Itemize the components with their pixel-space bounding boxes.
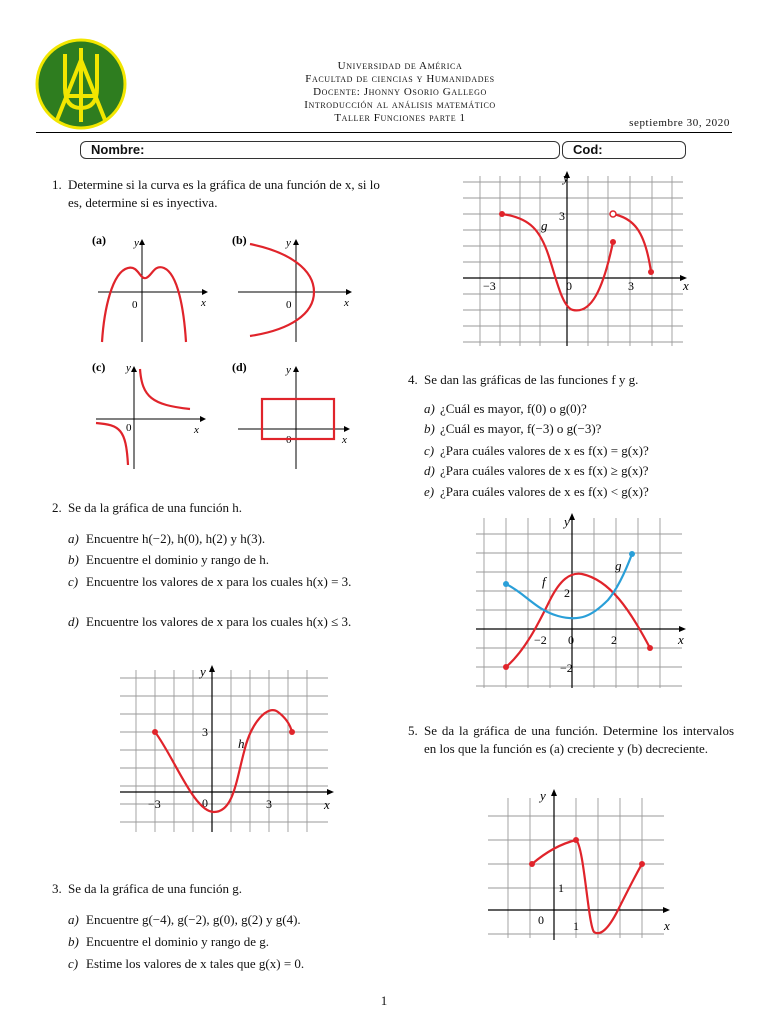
tick-2-x-fg: 2 <box>611 633 617 647</box>
origin-h: 0 <box>202 796 208 810</box>
p4-item-a-letter: a) <box>424 401 435 416</box>
graph-1d <box>230 357 355 472</box>
label-h: h <box>238 736 245 751</box>
name-label: Nombre: <box>91 142 145 157</box>
origin-1a: 0 <box>132 299 138 311</box>
code-field[interactable] <box>562 141 686 159</box>
p4-item-e-letter: e) <box>424 484 435 499</box>
graph-g <box>455 168 695 348</box>
p4-item-b-letter: b) <box>424 421 435 436</box>
problem-3-text: Se da la gráfica de una función g. <box>68 881 242 896</box>
axis-x-fg: x <box>678 632 684 647</box>
axis-y-fg: y <box>564 514 570 529</box>
code-label: Cod: <box>573 142 603 157</box>
panel-d-label: (d) <box>232 360 247 374</box>
p3-item-b-letter: b) <box>68 934 79 949</box>
p4-item-c: ¿Para cuáles valores de x es f(x) = g(x)? <box>440 443 649 458</box>
university-logo <box>35 38 127 130</box>
p3-item-a-letter: a) <box>68 912 79 927</box>
axis-y-h: y <box>200 664 206 679</box>
tick-m2-x-fg: −2 <box>534 633 547 647</box>
p4-item-e: ¿Para cuáles valores de x es f(x) < g(x)? <box>440 484 649 499</box>
problem-1-number: 1. <box>52 177 62 192</box>
p2-item-b-letter: b) <box>68 552 79 567</box>
tick-1-x-5: 1 <box>573 919 579 933</box>
tick-m3-g: −3 <box>483 279 496 293</box>
p2-item-c-letter: c) <box>68 574 79 589</box>
p2-item-c: Encuentre los valores de x para los cuales h(x) = 3. <box>86 574 352 589</box>
tick-1-y-5: 1 <box>558 881 564 895</box>
graph-1a <box>90 230 210 345</box>
graph-f-g <box>470 510 695 690</box>
axis-y-1d: y <box>286 364 291 376</box>
p4-item-d: ¿Para cuáles valores de x es f(x) ≥ g(x)? <box>440 463 649 478</box>
date: septiembre 30, 2020 <box>629 117 730 129</box>
p2-item-b: Encuentre el dominio y rango de h. <box>86 552 270 567</box>
p4-item-a: ¿Cuál es mayor, f(0) o g(0)? <box>440 401 587 416</box>
tick-3-y-h: 3 <box>202 725 208 739</box>
origin-fg: 0 <box>568 633 574 647</box>
axis-x-g: x <box>683 278 689 293</box>
axis-x-1b: x <box>344 297 349 309</box>
university-name: Universidad de América <box>337 60 463 72</box>
tick-m2-y-fg: −2 <box>560 661 573 675</box>
p4-item-c-letter: c) <box>424 443 435 458</box>
problem-2-text: Se da la gráfica de una función h. <box>68 500 242 515</box>
p4-item-d-letter: d) <box>424 463 435 478</box>
course-name: Introducción al análisis matemático <box>304 99 496 111</box>
p2-item-a-letter: a) <box>68 531 79 546</box>
header-rule <box>36 132 732 133</box>
origin-1d: 0 <box>286 434 292 446</box>
axis-y-1c: y <box>126 362 131 374</box>
tick-2-y-fg: 2 <box>564 586 570 600</box>
graph-h <box>118 662 340 834</box>
axis-y-1b: y <box>286 237 291 249</box>
axis-x-h: x <box>324 797 330 812</box>
tick-m3-h: −3 <box>148 797 161 811</box>
p3-item-c: Estime los valores de x tales que g(x) = 0. <box>86 956 305 971</box>
label-g-fg: g <box>615 558 622 573</box>
page-number: 1 <box>380 993 388 1008</box>
panel-a-label: (a) <box>92 233 106 247</box>
axis-x-1a: x <box>201 297 206 309</box>
p3-item-a: Encuentre g(−4), g(−2), g(0), g(2) y g(4). <box>86 912 301 927</box>
origin-1b: 0 <box>286 299 292 311</box>
label-f: f <box>542 574 546 589</box>
problem-5-number: 5. <box>408 723 418 738</box>
faculty-name: Facultad de ciencias y Humanidades <box>305 73 495 85</box>
problem-1-text: Determine si la curva es la gráfica de una función de x, si lo es, determine si es inyectiva. <box>68 177 380 210</box>
problem-4-text: Se dan las gráficas de las funciones f y g. <box>424 372 639 387</box>
problem-2-number: 2. <box>52 500 62 515</box>
problem-3-number: 3. <box>52 881 62 896</box>
p2-item-a: Encuentre h(−2), h(0), h(2) y h(3). <box>86 531 266 546</box>
workshop-title: Taller Funciones parte 1 <box>334 112 466 124</box>
origin-1c: 0 <box>126 422 132 434</box>
problem-4-number: 4. <box>408 372 418 387</box>
panel-c-label: (c) <box>92 360 106 374</box>
teacher-name: Docente: Jhonny Osorio Gallego <box>313 86 487 98</box>
axis-y-g: y <box>563 170 569 185</box>
panel-b-label: (b) <box>232 233 247 247</box>
p3-item-b: Encuentre el dominio y rango de g. <box>86 934 270 949</box>
axis-x-1d: x <box>342 434 347 446</box>
p4-item-b: ¿Cuál es mayor, f(−3) o g(−3)? <box>440 421 602 436</box>
p3-item-c-letter: c) <box>68 956 79 971</box>
graph-5 <box>484 784 682 944</box>
problem-5-text: Se da la gráfica de una función. Determine los intervalos en los que la función es (a) creciente y (b) decreciente. <box>424 723 734 756</box>
label-g: g <box>541 218 548 233</box>
axis-y-5: y <box>540 788 546 803</box>
graph-1b <box>230 230 355 345</box>
origin-g: 0 <box>566 279 572 293</box>
axis-x-5: x <box>664 918 670 933</box>
p2-item-d-letter: d) <box>68 614 79 629</box>
tick-3-x-h: 3 <box>266 797 272 811</box>
tick-3-y-g: 3 <box>559 209 565 223</box>
origin-5: 0 <box>538 913 544 927</box>
tick-3-x-g: 3 <box>628 279 634 293</box>
graph-1c <box>90 357 210 472</box>
p2-item-d: Encuentre los valores de x para los cuales h(x) ≤ 3. <box>86 614 352 629</box>
axis-y-1a: y <box>134 237 139 249</box>
axis-x-1c: x <box>194 424 199 436</box>
name-field[interactable] <box>80 141 560 159</box>
